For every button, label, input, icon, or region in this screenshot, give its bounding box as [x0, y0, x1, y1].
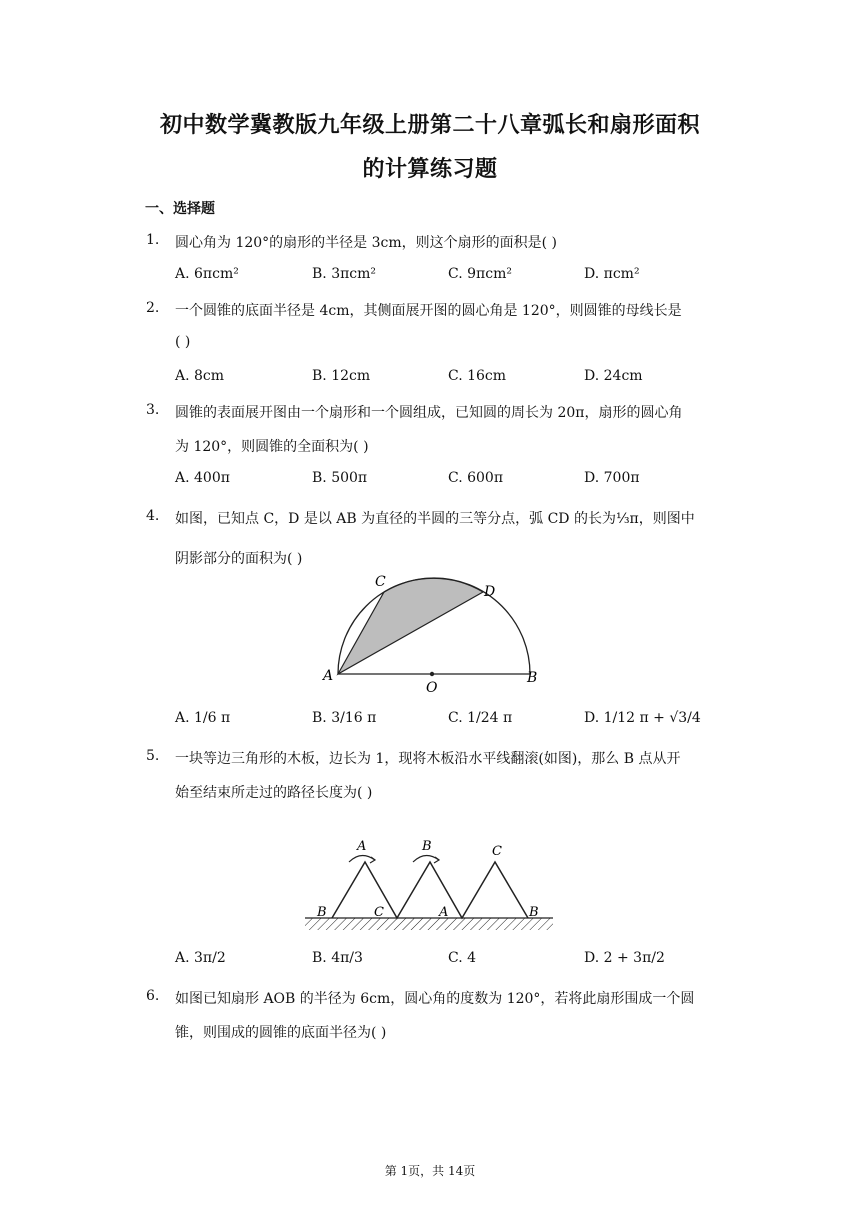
label-a-bottom: A	[439, 905, 449, 920]
center-point	[430, 672, 434, 676]
q3-option-d: D. 700π	[584, 470, 640, 486]
question-3-text-line1: 圆锥的表面展开图由一个扇形和一个圆组成，已知圆的周长为 20π，扇形的圆心角	[175, 405, 683, 421]
q4-option-c: C. 1/24 π	[448, 710, 513, 726]
question-5-text-line1: 一块等边三角形的木板，边长为 1，现将木板沿水平线翻滚(如图)，那么 B 点从开	[175, 751, 681, 767]
question-2-text-line2: ( )	[175, 334, 191, 350]
q3-option-c: C. 600π	[448, 470, 504, 486]
section-heading: 一、选择题	[145, 201, 215, 217]
question-4-text-line1: 如图，已知点 C，D 是以 AB 为直径的半圆的三等分点，弧 CD 的长为⅓π，则图中	[175, 511, 695, 527]
label-c-top: C	[492, 844, 502, 859]
page-title-line2: 的计算练习题	[362, 157, 498, 182]
rotation-arrow-2	[413, 855, 439, 862]
q1-option-a: A. 6πcm²	[175, 266, 239, 282]
question-3-text-line2: 为 120°，则圆锥的全面积为( )	[175, 439, 369, 455]
shaded-region	[338, 578, 483, 674]
label-b-top: B	[422, 839, 432, 854]
rolling-triangle-figure	[305, 832, 555, 934]
q2-option-d: D. 24cm	[584, 368, 643, 384]
question-2-number: 2.	[146, 300, 160, 316]
label-a-top: A	[357, 839, 367, 854]
q3-option-b: B. 500π	[312, 470, 368, 486]
label-a: A	[323, 668, 334, 684]
q4-option-b: B. 3/16 π	[312, 710, 377, 726]
q3-option-a: A. 400π	[175, 470, 230, 486]
label-b-left: B	[317, 905, 327, 920]
q1-option-c: C. 9πcm²	[448, 266, 512, 282]
ground-hatching	[305, 918, 553, 930]
semicircle-figure	[320, 570, 550, 695]
q5-option-c: C. 4	[448, 950, 477, 966]
question-4-number: 4.	[146, 508, 160, 524]
q1-option-d: D. πcm²	[584, 266, 640, 282]
q2-option-a: A. 8cm	[175, 368, 225, 384]
question-1-number: 1.	[146, 232, 160, 248]
label-b-right: B	[529, 905, 539, 920]
page-title-line1: 初中数学冀教版九年级上册第二十八章弧长和扇形面积	[159, 113, 700, 138]
question-1-text: 圆心角为 120°的扇形的半径是 3cm，则这个扇形的面积是( )	[175, 235, 558, 251]
question-2-text-line1: 一个圆锥的底面半径是 4cm，其侧面展开图的圆心角是 120°，则圆锥的母线长是	[175, 303, 682, 319]
triangle-outlines	[332, 862, 528, 918]
q4-option-d: D. 1/12 π + √3/4	[584, 710, 701, 726]
q5-option-a: A. 3π/2	[175, 950, 226, 966]
q4-option-a: A. 1/6 π	[175, 710, 231, 726]
question-5-text-line2: 始至结束所走过的路径长度为( )	[175, 785, 373, 801]
question-6-text-line2: 锥，则围成的圆锥的底面半径为( )	[175, 1025, 387, 1041]
label-c: C	[375, 574, 386, 590]
label-b: B	[527, 670, 538, 686]
q2-option-b: B. 12cm	[312, 368, 371, 384]
label-c-bottom: C	[374, 905, 384, 920]
question-5-number: 5.	[146, 748, 160, 764]
question-6-text-line1: 如图已知扇形 AOB 的半径为 6cm，圆心角的度数为 120°，若将此扇形围成一个圆	[175, 991, 695, 1007]
page-footer: 第 1页，共 14页	[384, 1164, 476, 1178]
rotation-arrow-1	[349, 855, 375, 862]
q5-option-b: B. 4π/3	[312, 950, 363, 966]
q1-option-b: B. 3πcm²	[312, 266, 377, 282]
question-4-text-line2: 阴影部分的面积为( )	[175, 551, 303, 567]
question-6-number: 6.	[146, 988, 160, 1004]
label-o: O	[426, 680, 438, 695]
question-3-number: 3.	[146, 402, 160, 418]
q5-option-d: D. 2 + 3π/2	[584, 950, 665, 966]
label-d: D	[484, 584, 496, 600]
q2-option-c: C. 16cm	[448, 368, 507, 384]
